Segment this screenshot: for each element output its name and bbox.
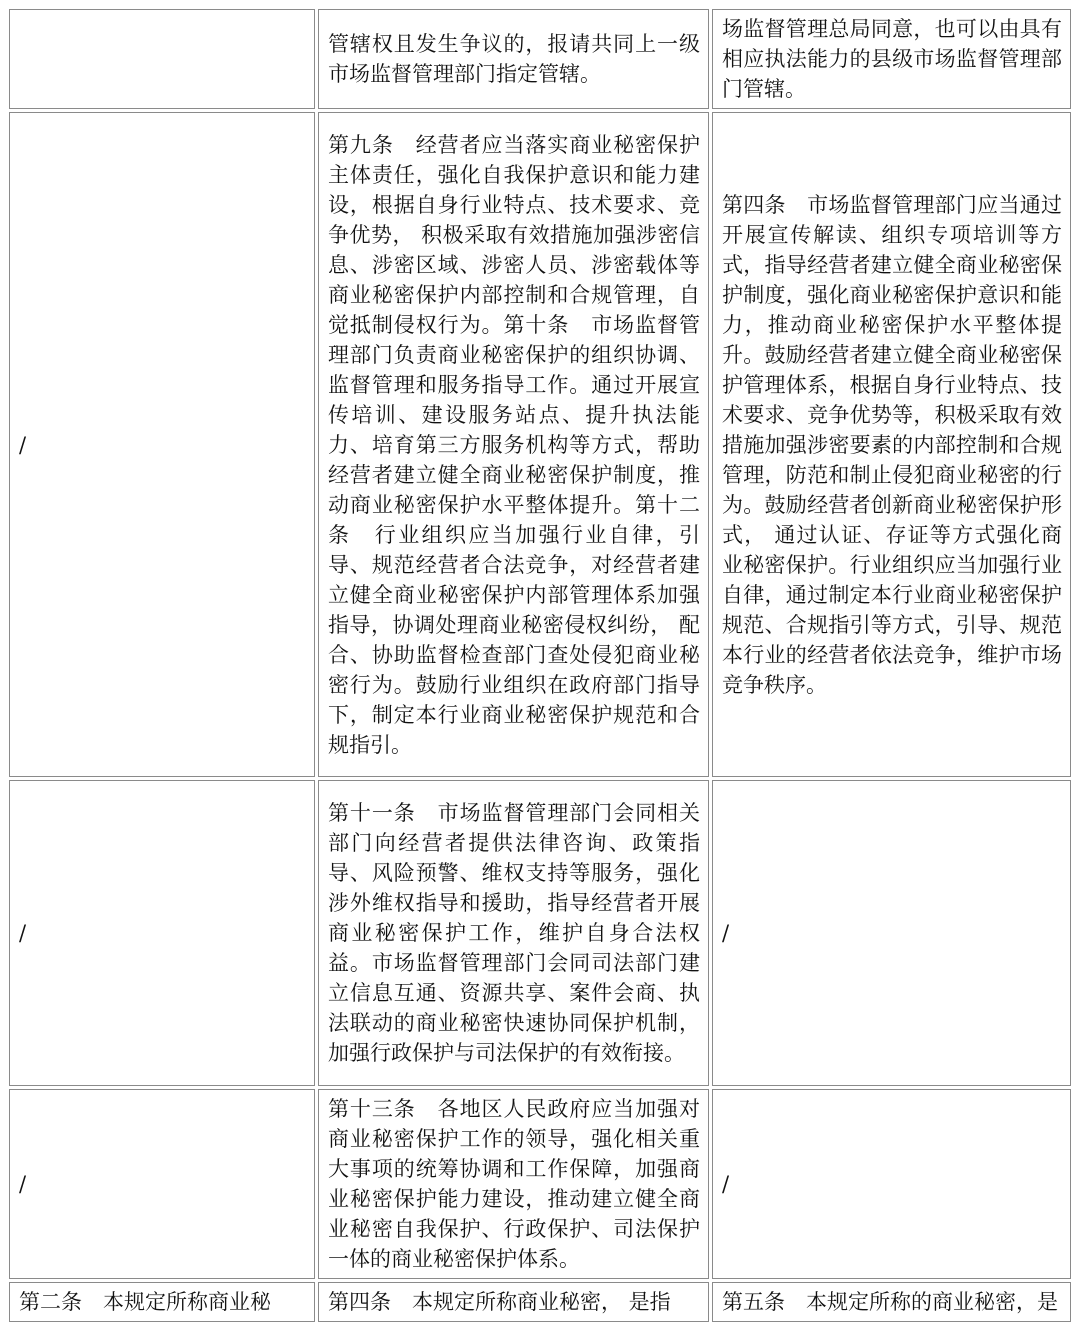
table-row <box>9 112 1071 777</box>
cell-text: 场监督管理总局同意，也可以由具有相应执法能力的县级市场监督管理部门管辖。 <box>722 17 1062 101</box>
table-cell-left <box>9 780 315 1086</box>
table-cell-right <box>712 1089 1071 1279</box>
table-cell-middle <box>318 9 709 109</box>
cell-text: 第五条 本规定所称的商业秘密，是 <box>722 1290 1058 1314</box>
table-cell-left <box>9 9 315 109</box>
table-row <box>9 1282 1071 1322</box>
cell-text: / <box>19 1172 27 1196</box>
table-cell-right <box>712 1282 1071 1322</box>
table-cell-left <box>9 1089 315 1279</box>
table-row <box>9 9 1071 109</box>
cell-text: / <box>722 921 730 945</box>
table-cell-right <box>712 112 1071 777</box>
comparison-table <box>6 6 1074 1325</box>
cell-text: 第四条 本规定所称商业秘密， 是指 <box>328 1290 671 1314</box>
table-cell-middle <box>318 780 709 1086</box>
cell-text: / <box>722 1172 730 1196</box>
cell-text: 第二条 本规定所称商业秘 <box>19 1290 271 1314</box>
cell-text: 第十三条 各地区人民政府应当加强对商业秘密保护工作的领导，强化相关重大事项的统筹协调和工作保障，加强商业秘密保护能力建设，推动建立健全商业秘密自我保护、行政保护、司法保护一体的商业秘密保护体系。 <box>328 1097 700 1271</box>
cell-text: 管辖权且发生争议的，报请共同上一级市场监督管理部门指定管辖。 <box>328 32 700 86</box>
table-cell-right <box>712 9 1071 109</box>
cell-text: / <box>19 432 27 457</box>
table-cell-left <box>9 1282 315 1322</box>
cell-text: 第九条 经营者应当落实商业秘密保护主体责任，强化自我保护意识和能力建设，根据自身行业特点、技术要求、竞争优势， 积极采取有效措施加强涉密信息、涉密区域、涉密人员、涉密载体等商业秘密保护内部控制和合规管理，自觉抵制侵权行为。第十条 市场监督管理部门负责商业秘密保护的组织协调、监督管理和服务指导工作。通过开展宣传培训、建设服务站点、提升执法能力、培育第三方服务机构等方式，帮助经营者建立健全商业秘密保护制度，推动商业秘密保护水平整体提升。第十二条 行业组织应当加强行业自律，引导、规范经营者合法竞争，对经营者建立健全商业秘密保护内部管理体系加强指导，协调处理商业秘密侵权纠纷， 配合、协助监督检查部门查处侵犯商业秘密行为。鼓励行业组织在政府部门指导下，制定本行业商业秘密保护规范和合规指引。 <box>328 132 700 757</box>
cell-text: 第十一条 市场监督管理部门会同相关部门向经营者提供法律咨询、政策指导、风险预警、维权支持等服务，强化涉外维权指导和援助，指导经营者开展商业秘密保护工作，维护自身合法权益。市场监督管理部门会同司法部门建立信息互通、资源共享、案件会商、执法联动的商业秘密快速协同保护机制，加强行政保护与司法保护的有效衔接。 <box>328 801 700 1065</box>
table-row <box>9 1089 1071 1279</box>
table-cell-right <box>712 780 1071 1086</box>
table-cell-middle <box>318 1089 709 1279</box>
table-cell-left <box>9 112 315 777</box>
table-row <box>9 780 1071 1086</box>
cell-text: 第四条 市场监督管理部门应当通过开展宣传解读、组织专项培训等方式，指导经营者建立健全商业秘密保护制度，强化商业秘密保护意识和能力，推动商业秘密保护水平整体提升。鼓励经营者建立健全商业秘密保护管理体系，根据自身行业特点、技术要求、竞争优势等，积极采取有效措施加强涉密要素的内部控制和合规管理，防范和制止侵犯商业秘密的行为。鼓励经营者创新商业秘密保护形式， 通过认证、存证等方式强化商业秘密保护。行业组织应当加强行业自律，通过制定本行业商业秘密保护规范、合规指引等方式，引导、规范本行业的经营者依法竞争，维护市场竞争秩序。 <box>722 192 1062 697</box>
table-cell-middle <box>318 112 709 777</box>
table-cell-middle <box>318 1282 709 1322</box>
cell-text: / <box>19 921 27 945</box>
